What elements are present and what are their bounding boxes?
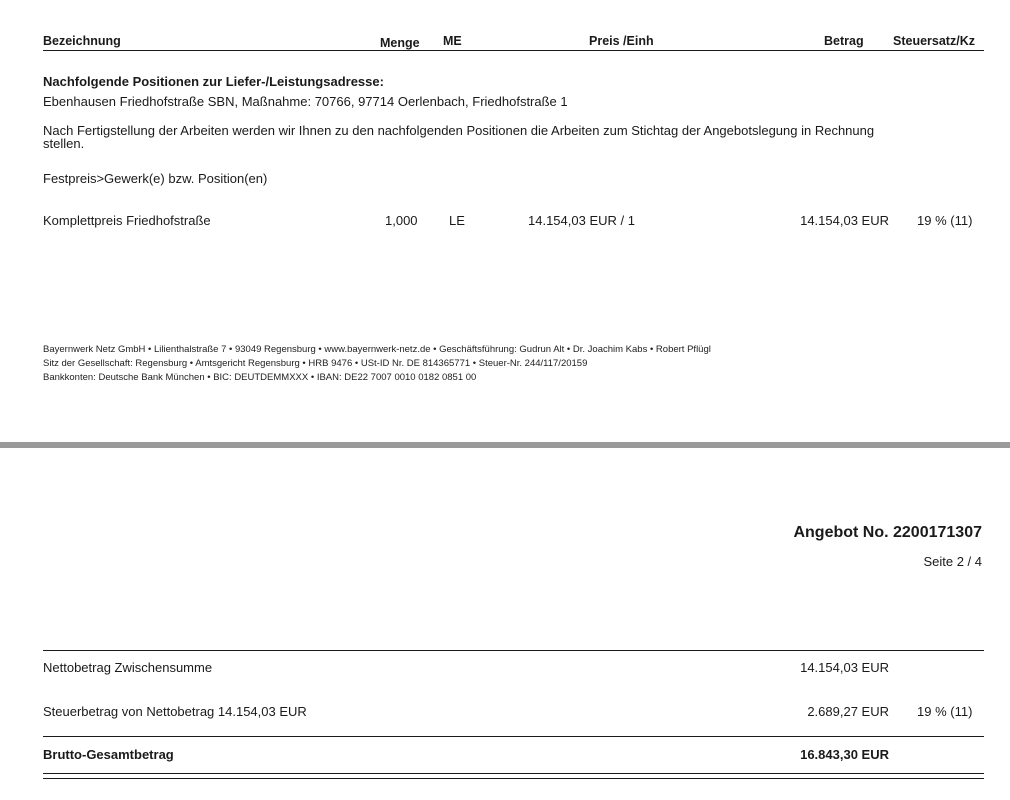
header-betrag: Betrag	[824, 34, 864, 48]
brutto-double-rule-2	[43, 778, 984, 779]
header-me: ME	[443, 34, 462, 48]
page-separator	[0, 442, 1010, 448]
brutto-label: Brutto-Gesamtbetrag	[43, 747, 174, 762]
address-heading: Nachfolgende Positionen zur Liefer-/Leistungsadresse:	[43, 74, 384, 89]
item-preis: 14.154,03 EUR / 1	[528, 213, 635, 228]
header-rule	[43, 50, 984, 51]
totals-top-rule	[43, 650, 984, 651]
header-menge: Menge	[380, 36, 420, 50]
page-number: Seite 2 / 4	[923, 554, 982, 569]
brutto-value: 16.843,30 EUR	[800, 747, 889, 762]
item-betrag: 14.154,03 EUR	[800, 213, 889, 228]
footer-line-3: Bankkonten: Deutsche Bank München • BIC: DEUTDEMMXXX • IBAN: DE22 7007 0010 0182 0851 00	[43, 372, 477, 383]
netto-label: Nettobetrag Zwischensumme	[43, 660, 213, 675]
footer-line-2: Sitz der Gesellschaft: Regensburg • Amtsgericht Regensburg • HRB 9476 • USt-ID Nr. DE 814365771 • Steuer-Nr. 244/117/20159	[43, 358, 588, 369]
festpreis-line: Festpreis>Gewerk(e) bzw. Position(en)	[43, 171, 268, 186]
brutto-top-rule	[43, 736, 984, 737]
steuer-label: Steuerbetrag von Nettobetrag 14.154,03 EUR	[43, 704, 307, 719]
address-line: Ebenhausen Friedhofstraße SBN, Maßnahme: 70766, 97714 Oerlenbach, Friedhofstraße 1	[43, 94, 568, 109]
item-me: LE	[449, 213, 465, 228]
brutto-double-rule-1	[43, 773, 984, 774]
header-preis: Preis /Einh	[589, 34, 654, 48]
netto-value: 14.154,03 EUR	[800, 660, 889, 675]
header-bezeichnung: Bezeichnung	[43, 34, 121, 48]
item-bezeichnung: Komplettpreis Friedhofstraße	[43, 213, 211, 228]
steuer-value: 2.689,27 EUR	[807, 704, 889, 719]
item-steuer: 19 % (11)	[917, 213, 973, 228]
offer-title: Angebot No. 2200171307	[793, 524, 982, 541]
item-menge: 1,000	[385, 213, 418, 228]
note-line-1: Nach Fertigstellung der Arbeiten werden wir Ihnen zu den nachfolgenden Positionen die Arbeiten zum Stichtag der Angebotslegung in Rechnung	[43, 123, 875, 138]
note-line-2: stellen.	[43, 136, 85, 151]
steuer-rate: 19 % (11)	[917, 704, 973, 719]
header-steuersatz: Steuersatz/Kz	[893, 34, 975, 48]
footer-line-1: Bayernwerk Netz GmbH • Lilienthalstraße 7 • 93049 Regensburg • www.bayernwerk-netz.de • Geschäftsführung: Gudrun Alt • Dr. Joachim Kabs • Robert Pflügl	[43, 344, 711, 355]
